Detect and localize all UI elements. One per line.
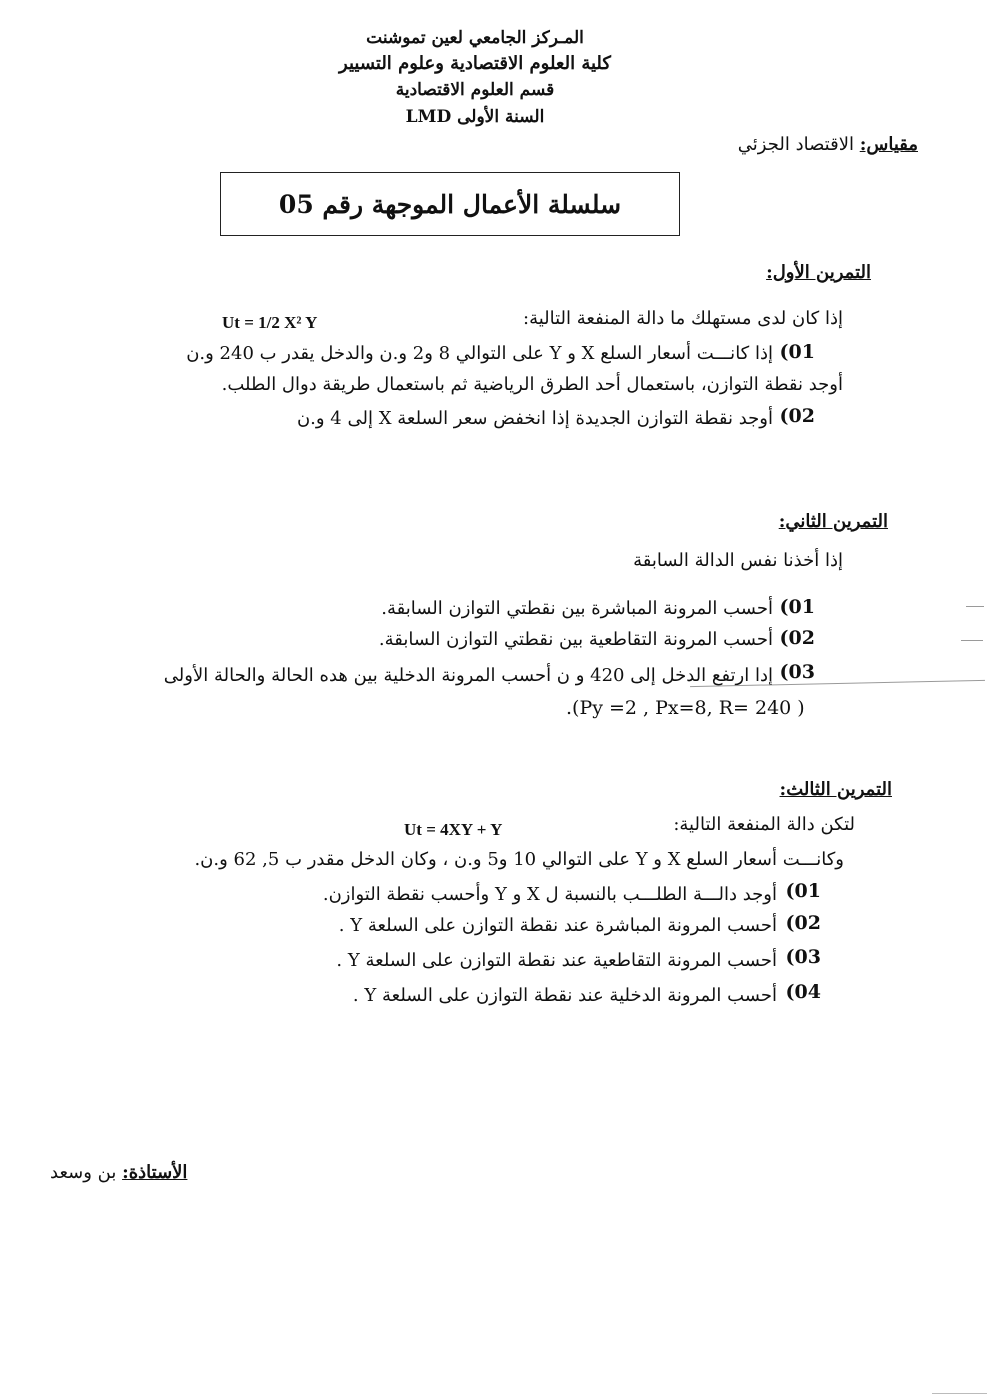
scan-margin-mark-2 xyxy=(961,640,983,641)
ex3-intro: لتكن دالة المنفعة التالية: xyxy=(673,814,855,835)
ex1-heading: التمرين الأول: xyxy=(766,262,871,283)
scan-corner-mark xyxy=(932,1393,987,1394)
teacher-line xyxy=(50,1162,187,1183)
teacher-label: الأستاذة: xyxy=(122,1162,188,1183)
series-title: سلسلة الأعمال الموجهة رقم 05 xyxy=(278,189,622,219)
ex2-q1-text: أحسب المرونة المباشرة بين نقطتي التوازن السابقة. xyxy=(381,598,773,619)
ex3-q3-number: 03) xyxy=(785,946,821,968)
ex3-formula: Ut = 4XY + Y xyxy=(404,820,503,839)
ex3-q3-text: أحسب المرونة التقاطعية عند نقطة التوازن على السلعة Y . xyxy=(336,950,777,971)
ex2-heading: التمرين الثاني: xyxy=(778,511,888,532)
scan-margin-mark xyxy=(966,606,984,607)
ex2-q2-text: أحسب المرونة التقاطعية بين نقطتي التوازن السابقة. xyxy=(378,629,773,650)
ex1-q2-text: أوجد نقطة التوازن الجديدة إذا انخفض سعر السلعة X إلى 4 و.ن xyxy=(296,408,773,429)
module-value: الاقتصاد الجزئي xyxy=(737,134,854,155)
ex3-q2-text: أحسب المرونة المباشرة عند نقطة التوازن على السلعة Y . xyxy=(338,915,777,936)
ex1-q1-line1: إذا كانـــت أسعار السلع X و Y على التوالي 8 و2 و.ن والدخل يقدر ب 240 و.ن xyxy=(186,343,773,364)
ex2-q1-number: 01) xyxy=(779,596,815,618)
teacher-name: بن وسعد xyxy=(50,1162,117,1183)
module-line xyxy=(738,134,918,155)
ex1-q2-number: 02) xyxy=(779,405,815,427)
ex3-line2: وكانـــت أسعار السلع X و Y على التوالي 10 و5 و.ن ، وكان الدخل مقدر ب 5, 62 و.ن. xyxy=(194,849,844,870)
ex2-intro: إذا أخذنا نفس الدالة السابقة xyxy=(633,550,843,571)
ex3-heading: التمرين الثالث: xyxy=(779,779,892,800)
ex1-intro: إذا كان لدى مستهلك ما دالة المنفعة التالية: xyxy=(523,308,843,329)
ex3-q1-number: 01) xyxy=(785,880,821,902)
ex2-q3-line2: .(Py =2 , Px=8, R= 240 ) xyxy=(566,697,805,719)
header-year: السنة الأولى LMD xyxy=(405,107,545,127)
ex1-formula: Ut = 1/2 X² Y xyxy=(222,313,318,332)
ex1-q1-line2: أوجد نقطة التوازن، باستعمال أحد الطرق الرياضية ثم باستعمال طريقة دوال الطلب. xyxy=(221,374,843,395)
ex1-q1-number: 01) xyxy=(779,341,815,363)
series-title-box xyxy=(220,172,680,236)
ex3-q1-text: أوجد دالـــة الطلـــب بالنسبة ل X و Y وأحسب نقطة التوازن. xyxy=(322,884,777,905)
module-label: مقياس: xyxy=(859,134,918,155)
ex2-q2-number: 02) xyxy=(779,627,815,649)
ex2-q3-number: 03) xyxy=(779,661,815,683)
ex2-q3-line1: إدا ارتفع الدخل إلى 420 و ن أحسب المرونة الدخلية بين هده الحالة والحالة الأولى xyxy=(163,665,773,686)
header-department: قسم العلوم الاقتصادية xyxy=(395,80,555,100)
ex3-q4-text: أحسب المرونة الدخلية عند نقطة التوازن على السلعة Y . xyxy=(352,985,777,1006)
header-faculty: كلية العلوم الاقتصادية وعلوم التسيير xyxy=(339,53,611,74)
header-university: المـركز الجامعي لعين تموشنت xyxy=(366,28,584,48)
ex3-q4-number: 04) xyxy=(785,981,821,1003)
ex3-q2-number: 02) xyxy=(785,912,821,934)
